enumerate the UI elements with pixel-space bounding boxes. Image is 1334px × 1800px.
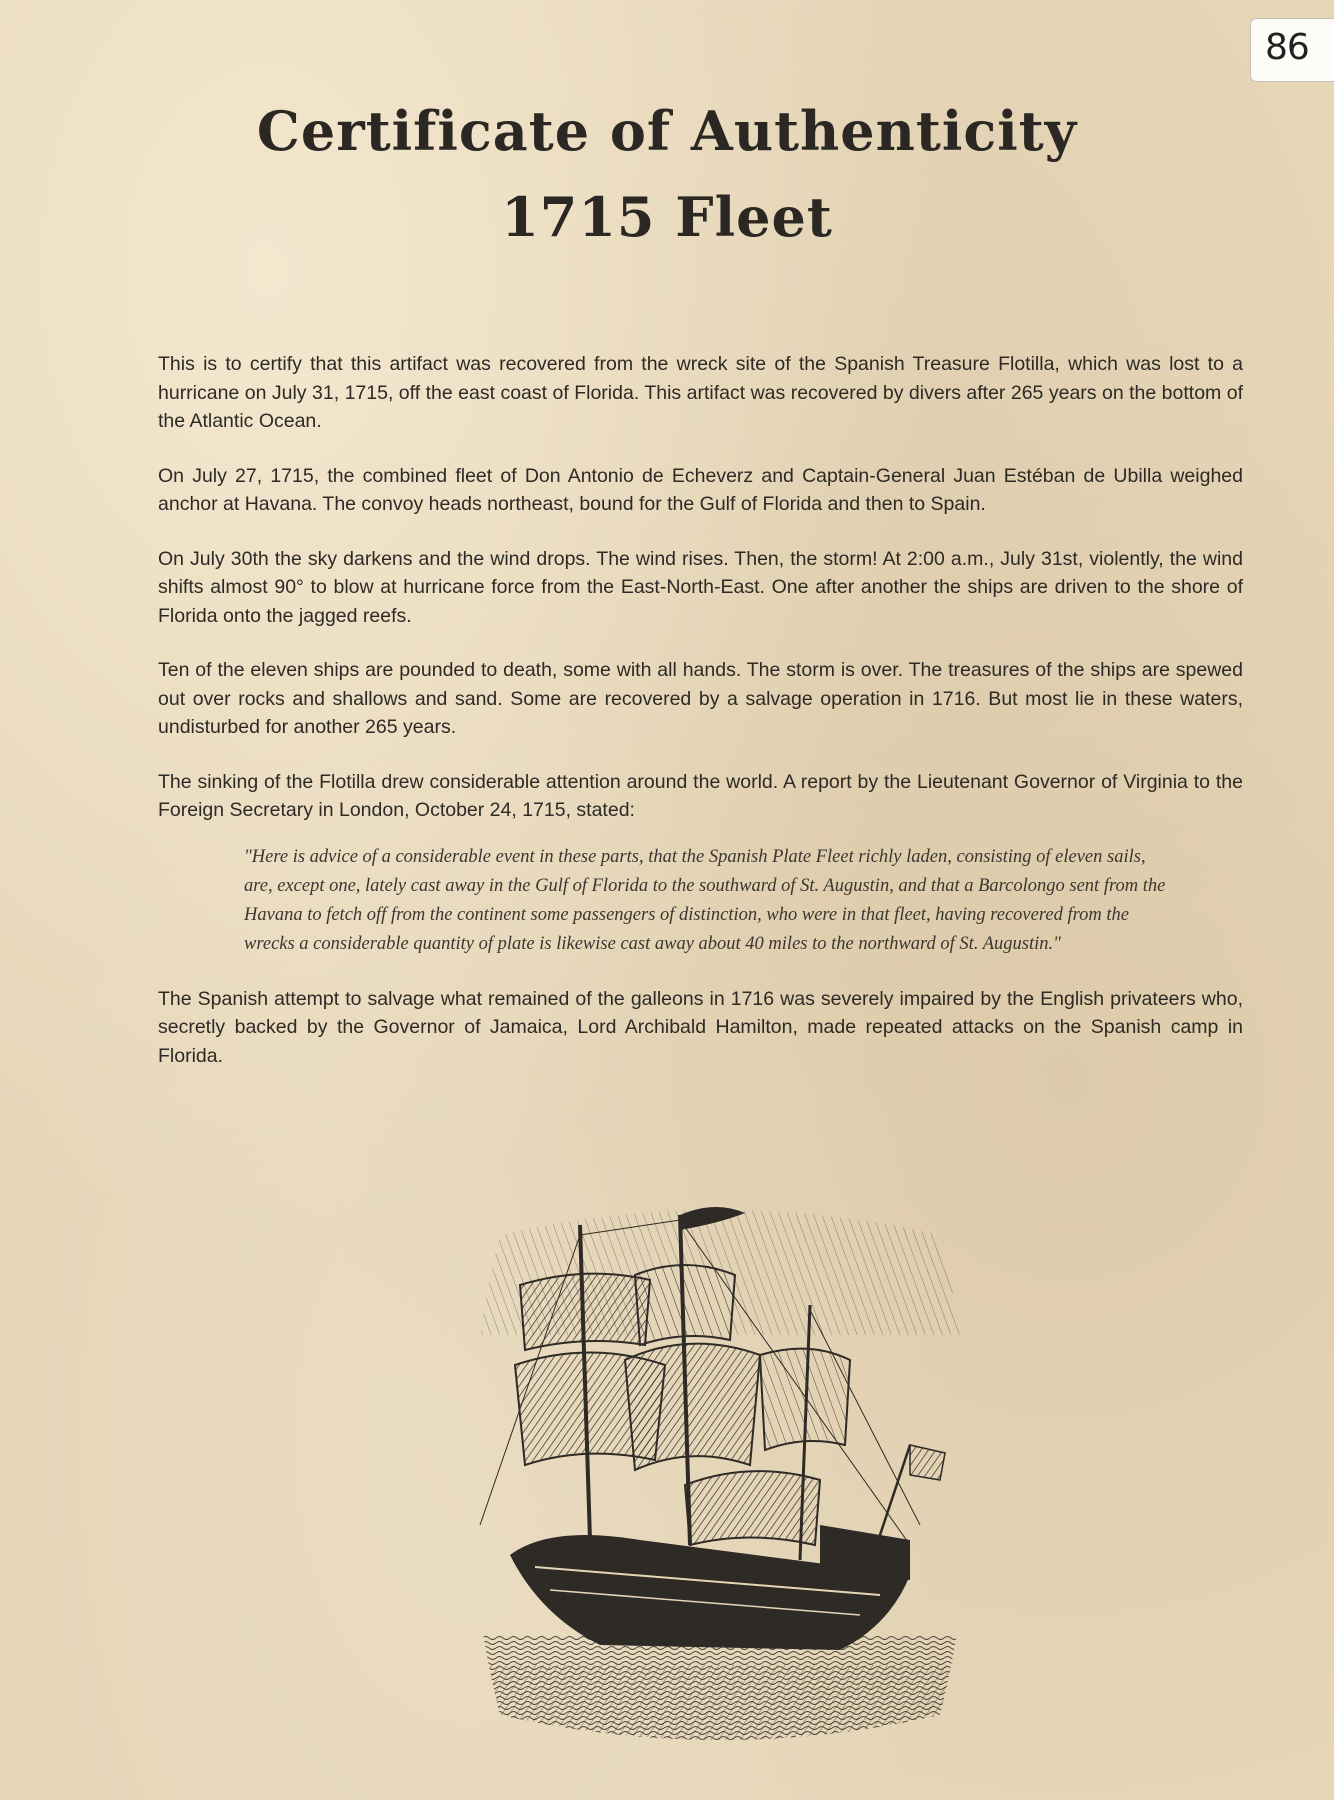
page-number-tag: [1250, 18, 1334, 82]
certificate-body: [158, 350, 1243, 1096]
certificate-title: [0, 88, 1334, 260]
title-line-2: 1715 Fleet: [501, 185, 833, 249]
title-line-1: Certificate of Authenticity: [256, 99, 1078, 163]
paragraph-report: The sinking of the Flotilla drew considerable attention around the world. A report by the Lieutenant Governor of Virginia to the Foreign Secretary in London, October 24, 1715, stated:: [158, 770, 1243, 821]
paragraph-certification: This is to certify that this artifact was recovered from the wreck site of the Spanish Treasure Flotilla, which was lost to a hurricane on July 31, 1715, off the east coast of Florida. This artifact was recovered by divers after 265 years on the bottom of the Atlantic Ocean.: [158, 353, 1243, 432]
paragraph-departure: On July 27, 1715, the combined fleet of Don Antonio de Echeverz and Captain-General Juan Estéban de Ubilla weighed anchor at Havana. The convoy heads northeast, bound for the Gulf of Florida and then to Spain.: [158, 464, 1243, 515]
page-number: 86: [1265, 27, 1309, 68]
galleon-ship-icon: [440, 1195, 1000, 1755]
paragraph-storm: On July 30th the sky darkens and the wind drops. The wind rises. Then, the storm! At 2:00 a.m., July 31st, violently, the wind shifts almost 90° to blow at hurricane force from the East-North-East. One after another the ships are driven to the shore of Florida onto the jagged reefs.: [158, 547, 1243, 627]
paragraph-wreck: Ten of the eleven ships are pounded to death, some with all hands. The storm is over. The treasures of the ships are spewed out over rocks and shallows and sand. Some are recovered by a salvage operation in 1716. But most lie in these waters, undisturbed for another 265 years.: [158, 659, 1243, 738]
paragraph-salvage: The Spanish attempt to salvage what remained of the galleons in 1716 was severely impaired by the English privateers who, secretly backed by the Governor of Jamaica, Lord Archibald Hamilton, made repeated attacks on the Spanish camp in Florida.: [158, 987, 1243, 1067]
governor-quote: "Here is advice of a considerable event in these parts, that the Spanish Plate Fleet richly laden, consisting of eleven sails, are, except one, lately cast away in the Gulf of Florida to the southward of St. Augustin, and that a Barcolongo sent from the Havana to fetch off from the continent some passengers of distinction, who were in that fleet, having recovered from the wrecks a considerable quantity of plate is likewise cast away about 40 miles to the northward of St. Augustin.": [244, 846, 1166, 954]
